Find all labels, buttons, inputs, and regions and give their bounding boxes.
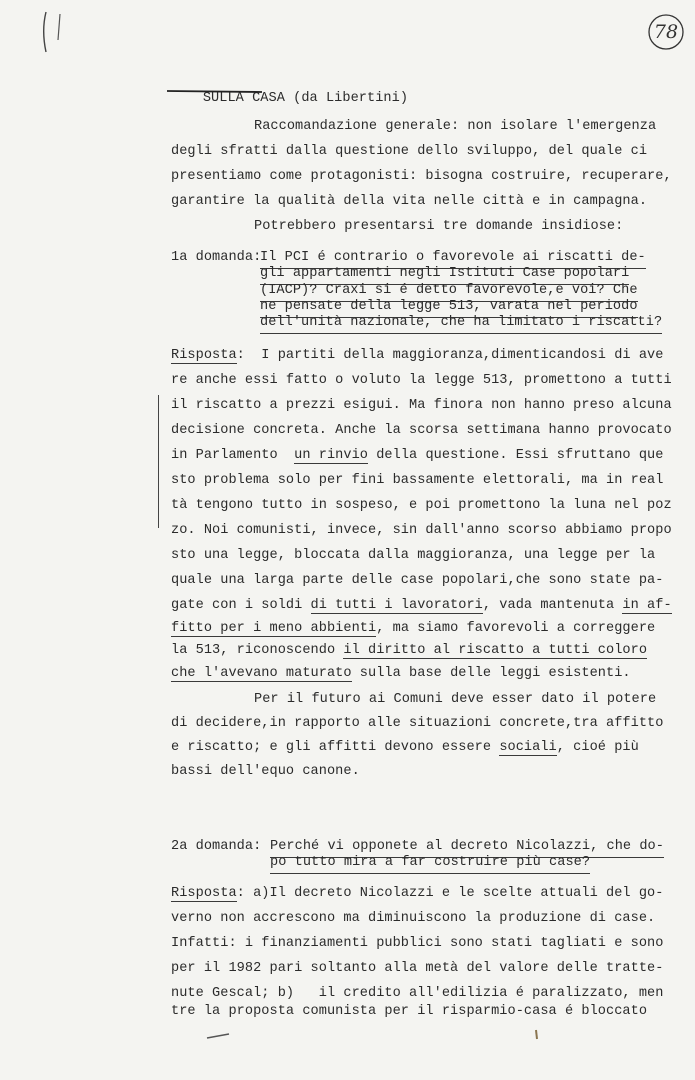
question-2-label: 2a domanda: <box>171 839 270 854</box>
answer-2-line: verno non accrescono ma diminuiscono la produzione di case. <box>171 911 656 926</box>
answer-1-line: zo. Noi comunisti, invece, sin dall'anno scorso abbiamo propo <box>171 523 672 538</box>
question-1-line: ne pensate della legge 513, varata nel periodo <box>260 297 638 318</box>
answer-2-line: Infatti: i finanziamenti pubblici sono stati tagliati e sono <box>171 936 664 951</box>
intro-line: Potrebbero presentarsi tre domande insidiose: <box>254 219 624 234</box>
page-title: SULLA CASA <box>202 91 285 106</box>
future-line: di decidere,in rapporto alle situazioni concrete,tra affitto <box>171 716 664 731</box>
title-source: (da Libertini) <box>284 91 409 106</box>
answer-2-line: Risposta: a)Il decreto Nicolazzi e le scelte attuali del go- <box>171 886 664 901</box>
answer-1-line: che l'avevano maturato sulla base delle leggi esistenti. <box>171 666 631 681</box>
question-1-line: dell'unità nazionale, che ha limitato i riscatti? <box>260 313 662 334</box>
answer-1-line: fitto per i meno abbienti, ma siamo favorevoli a correggere <box>171 621 656 636</box>
margin-bracket-mark <box>158 395 165 528</box>
intro-line: Raccomandazione generale: non isolare l'emergenza <box>254 119 657 134</box>
question-1-label: 1a domanda: <box>171 250 262 265</box>
question-2-line: Perché vi opponete al decreto Nicolazzi, che do- <box>270 837 664 858</box>
intro-line: degli sfratti dalla questione dello sviluppo, del quale ci <box>171 144 648 159</box>
answer-1-line: tà tengono tutto in sospeso, e poi promettono la luna nel poz <box>171 498 672 513</box>
answer-1-line: sto problema solo per fini bassamente elettorali, ma in real <box>171 473 664 488</box>
answer-1-line: Risposta: I partiti della maggioranza,dimenticandosi di ave <box>171 348 664 363</box>
answer-2-line: nute Gescal; b) il credito all'edilizia é paralizzato, men <box>171 986 664 1001</box>
answer-2-line: per il 1982 pari soltanto alla metà del valore delle tratte- <box>171 961 664 976</box>
answer-1-line: in Parlamento un rinvio della questione. Essi sfruttano que <box>171 448 664 463</box>
future-line: e riscatto; e gli affitti devono essere sociali, cioé più <box>171 740 639 755</box>
question-1-line: gli appartamenti negli Istituti Case popolari <box>260 264 629 285</box>
page-number: 78 <box>653 21 679 43</box>
future-line: Per il futuro ai Comuni deve esser dato il potere <box>254 692 657 707</box>
answer-1-line: quale una larga parte delle case popolari,che sono state pa- <box>171 573 664 588</box>
question-2-line: po tutto mira a far costruire più case? <box>270 853 590 874</box>
title-underline <box>166 88 266 96</box>
question-1-line: (IACP)? Craxi si é detto favorevole,e voi? Che <box>260 281 638 302</box>
answer-1-line: re anche essi fatto o voluto la legge 513, promettono a tutti <box>171 373 672 388</box>
answer-1-line: gate con i soldi di tutti i lavoratori, vada mantenuta in af- <box>171 598 672 613</box>
answer-2-line: tre la proposta comunista per il risparmio-casa é bloccato <box>171 1004 648 1019</box>
answer-1-line: la 513, riconoscendo il diritto al riscatto a tutti coloro <box>171 643 648 658</box>
pen-dot-mark <box>532 1028 542 1042</box>
answer-1-line: sto una legge, bloccata dalla maggioranza, una legge per la <box>171 548 656 563</box>
future-line: bassi dell'equo canone. <box>171 764 360 779</box>
page-number-circled <box>646 12 686 52</box>
intro-line: presentiamo come protagonisti: bisogna costruire, recuperare, <box>171 169 672 184</box>
question-1-line: Il PCI é contrario o favorevole ai riscatti de- <box>260 248 646 269</box>
intro-line: garantire la qualità della vita nelle città e in campagna. <box>171 194 648 209</box>
pen-stroke-mark <box>205 1030 235 1042</box>
answer-1-label: Risposta <box>171 348 237 363</box>
handwritten-bracket-mark <box>36 8 66 58</box>
answer-1-line: il riscatto a prezzi esigui. Ma finora non hanno preso alcuna <box>171 398 672 413</box>
answer-1-line: decisione concreta. Anche la scorsa settimana hanno provocato <box>171 423 672 438</box>
answer-2-label: Risposta <box>171 886 237 901</box>
